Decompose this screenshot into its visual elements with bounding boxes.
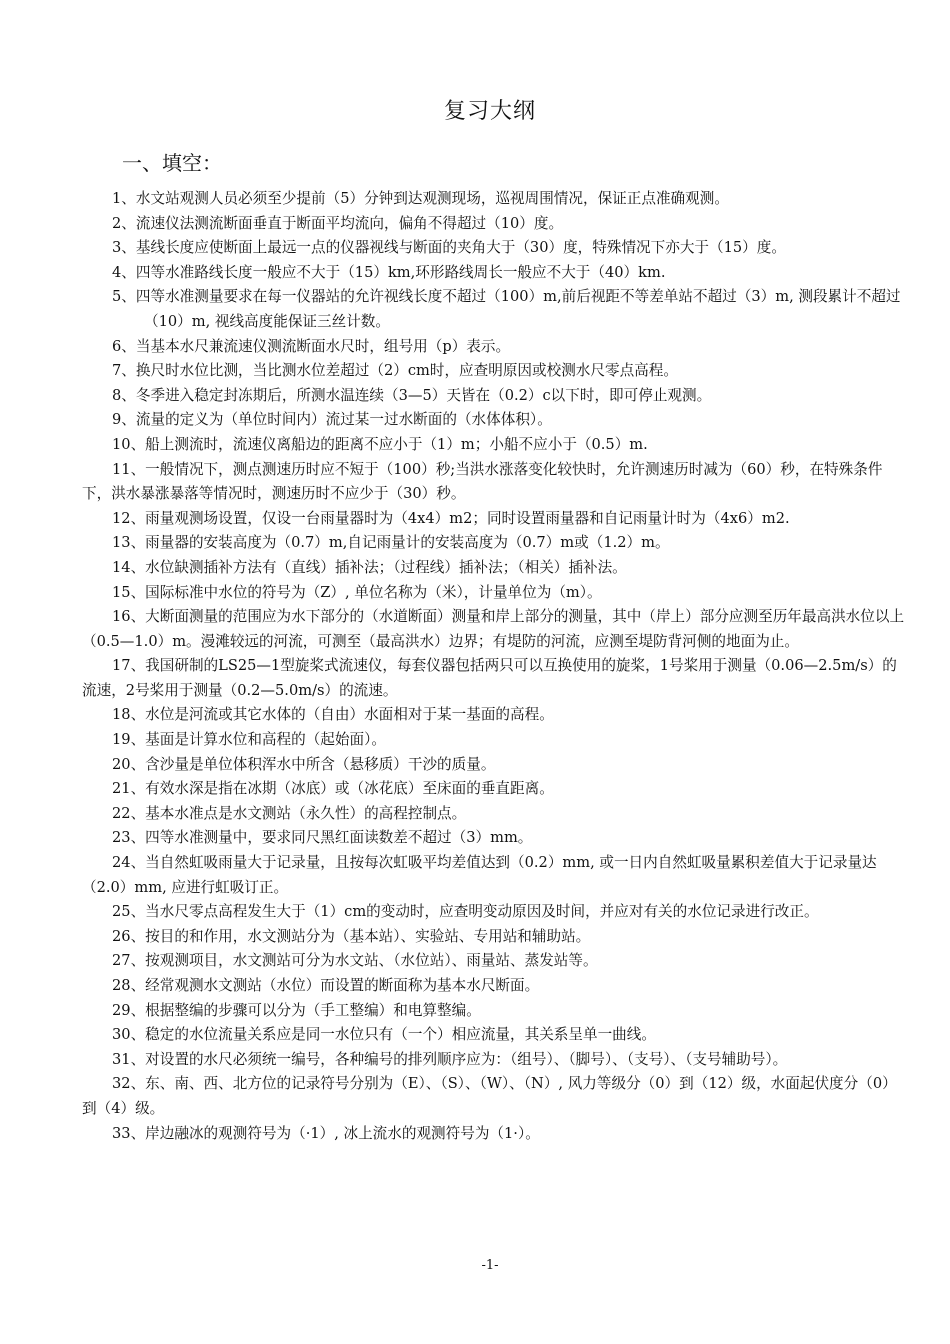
list-item: 17、我国研制的LS25—1型旋桨式流速仪，每套仪器包括两只可以互换使用的旋桨，1号桨用于测量（0.06—2.5m/s）的流速，2号桨用于测量（0.2—5.0m/s）的流速。 xyxy=(82,657,897,699)
list-item: 29、根据整编的步骤可以分为（手工整编）和电算整编。 xyxy=(112,1001,481,1019)
list-item: 4、四等水准路线长度一般应不大于（15）km,环形路线周长一般应不大于（40）km. xyxy=(112,263,666,281)
page-number: -1- xyxy=(481,1258,499,1273)
list-item: 22、基本水准点是水文测站（永久性）的高程控制点。 xyxy=(112,804,467,822)
list-item: 30、稳定的水位流量关系应是同一水位只有（一个）相应流量，其关系呈单一曲线。 xyxy=(112,1026,656,1044)
list-item: 8、冬季进入稳定封冻期后，所测水温连续（3—5）天皆在（0.2）c以下时，即可停止观测。 xyxy=(112,386,712,404)
list-item: 10、船上测流时，流速仪离船边的距离不应小于（1）m；小船不应小于（0.5）m. xyxy=(112,435,648,453)
list-item: 14、水位缺测插补方法有（直线）插补法；（过程线）插补法；（相关）插补法。 xyxy=(112,558,627,576)
list-item: 26、按目的和作用，水文测站分为（基本站）、实验站、专用站和辅助站。 xyxy=(112,927,591,945)
fill-in-list xyxy=(82,187,910,1146)
list-item: 20、含沙量是单位体积浑水中所含（悬移质）干沙的质量。 xyxy=(112,755,496,773)
list-item: 9、流量的定义为（单位时间内）流过某一过水断面的（水体体积）。 xyxy=(112,411,552,429)
list-item: 16、大断面测量的范围应为水下部分的（水道断面）测量和岸上部分的测量，其中（岸上）部分应测至历年最高洪水位以上（0.5—1.0）m。漫滩较远的河流，可测至（最高洪水）边界；有堤防的河流，应测至堤防背河侧的地面为止。 xyxy=(82,608,905,650)
document-title: 复习大纲 xyxy=(443,99,536,124)
list-item: 23、四等水准测量中，要求同尺黑红面读数差不超过（3）mm。 xyxy=(112,829,533,847)
list-item: 15、国际标准中水位的符号为（Z）, 单位名称为（米），计量单位为（m）。 xyxy=(112,583,602,601)
list-item: 21、有效水深是指在冰期（冰底）或（冰花底）至床面的垂直距离。 xyxy=(112,780,554,798)
list-item: 5、四等水准测量要求在每一仪器站的允许视线长度不超过（100）m,前后视距不等差单站不超过（3）m, 测段累计不超过（10）m, 视线高度能保证三丝计数。 xyxy=(112,288,901,330)
list-item: 33、岸边融冰的观测符号为（·1）, 冰上流水的观测符号为（1·）。 xyxy=(112,1124,540,1142)
list-item: 1、水文站观测人员必须至少提前（5）分钟到达观测现场，巡视周围情况，保证正点准确观测。 xyxy=(112,190,729,207)
list-item: 31、对设置的水尺必须统一编号，各种编号的排列顺序应为：（组号）、（脚号）、（支号）、（支号辅助号）。 xyxy=(112,1050,788,1068)
list-item: 6、当基本水尺兼流速仪测流断面水尺时，组号用（p）表示。 xyxy=(112,337,511,355)
list-item: 24、当自然虹吸雨量大于记录量，且按每次虹吸平均差值达到（0.2）mm, 或一日内自然虹吸量累积差值大于记录量达（2.0）mm, 应进行虹吸订正。 xyxy=(82,854,877,896)
list-item: 11、一般情况下，测点测速历时应不短于（100）秒;当洪水涨落变化较快时，允许测速历时减为（60）秒，在特殊条件下，洪水暴涨暴落等情况时，测速历时不应少于（30）秒。 xyxy=(82,460,883,503)
list-item: 2、流速仪法测流断面垂直于断面平均流向，偏角不得超过（10）度。 xyxy=(112,214,564,232)
list-item: 25、当水尺零点高程发生大于（1）cm的变动时，应查明变动原因及时间，并应对有关的水位记录进行改正。 xyxy=(112,903,819,921)
list-item: 28、经常观测水文测站（水位）而设置的断面称为基本水尺断面。 xyxy=(112,977,540,994)
list-item: 12、雨量观测场设置，仅设一台雨量器时为（4x4）m2；同时设置雨量器和自记雨量计时为（4x6）m2. xyxy=(112,509,790,527)
list-item: 19、基面是计算水位和高程的（起始面）。 xyxy=(112,731,386,749)
list-item: 32、东、南、西、北方位的记录符号分别为（E）、（S）、（W）、（N）, 风力等级分（0）到（12）级，水面起伏度分（0）到（4）级。 xyxy=(82,1075,897,1117)
list-item: 7、换尺时水位比测，当比测水位差超过（2）cm时，应查明原因或校测水尺零点高程。 xyxy=(112,362,678,380)
list-item: 18、水位是河流或其它水体的（自由）水面相对于某一基面的高程。 xyxy=(112,706,554,724)
list-item: 3、基线长度应使断面上最远一点的仪器视线与断面的夹角大于（30）度，特殊情况下亦大于（15）度。 xyxy=(112,239,786,257)
list-item: 13、雨量器的安装高度为（0.7）m,自记雨量计的安装高度为（0.7）m或（1.2）m。 xyxy=(112,534,670,552)
list-item: 27、按观测项目，水文测站可分为水文站、（水位站）、雨量站、蒸发站等。 xyxy=(112,952,598,970)
section-heading: 一、填空： xyxy=(122,151,222,175)
